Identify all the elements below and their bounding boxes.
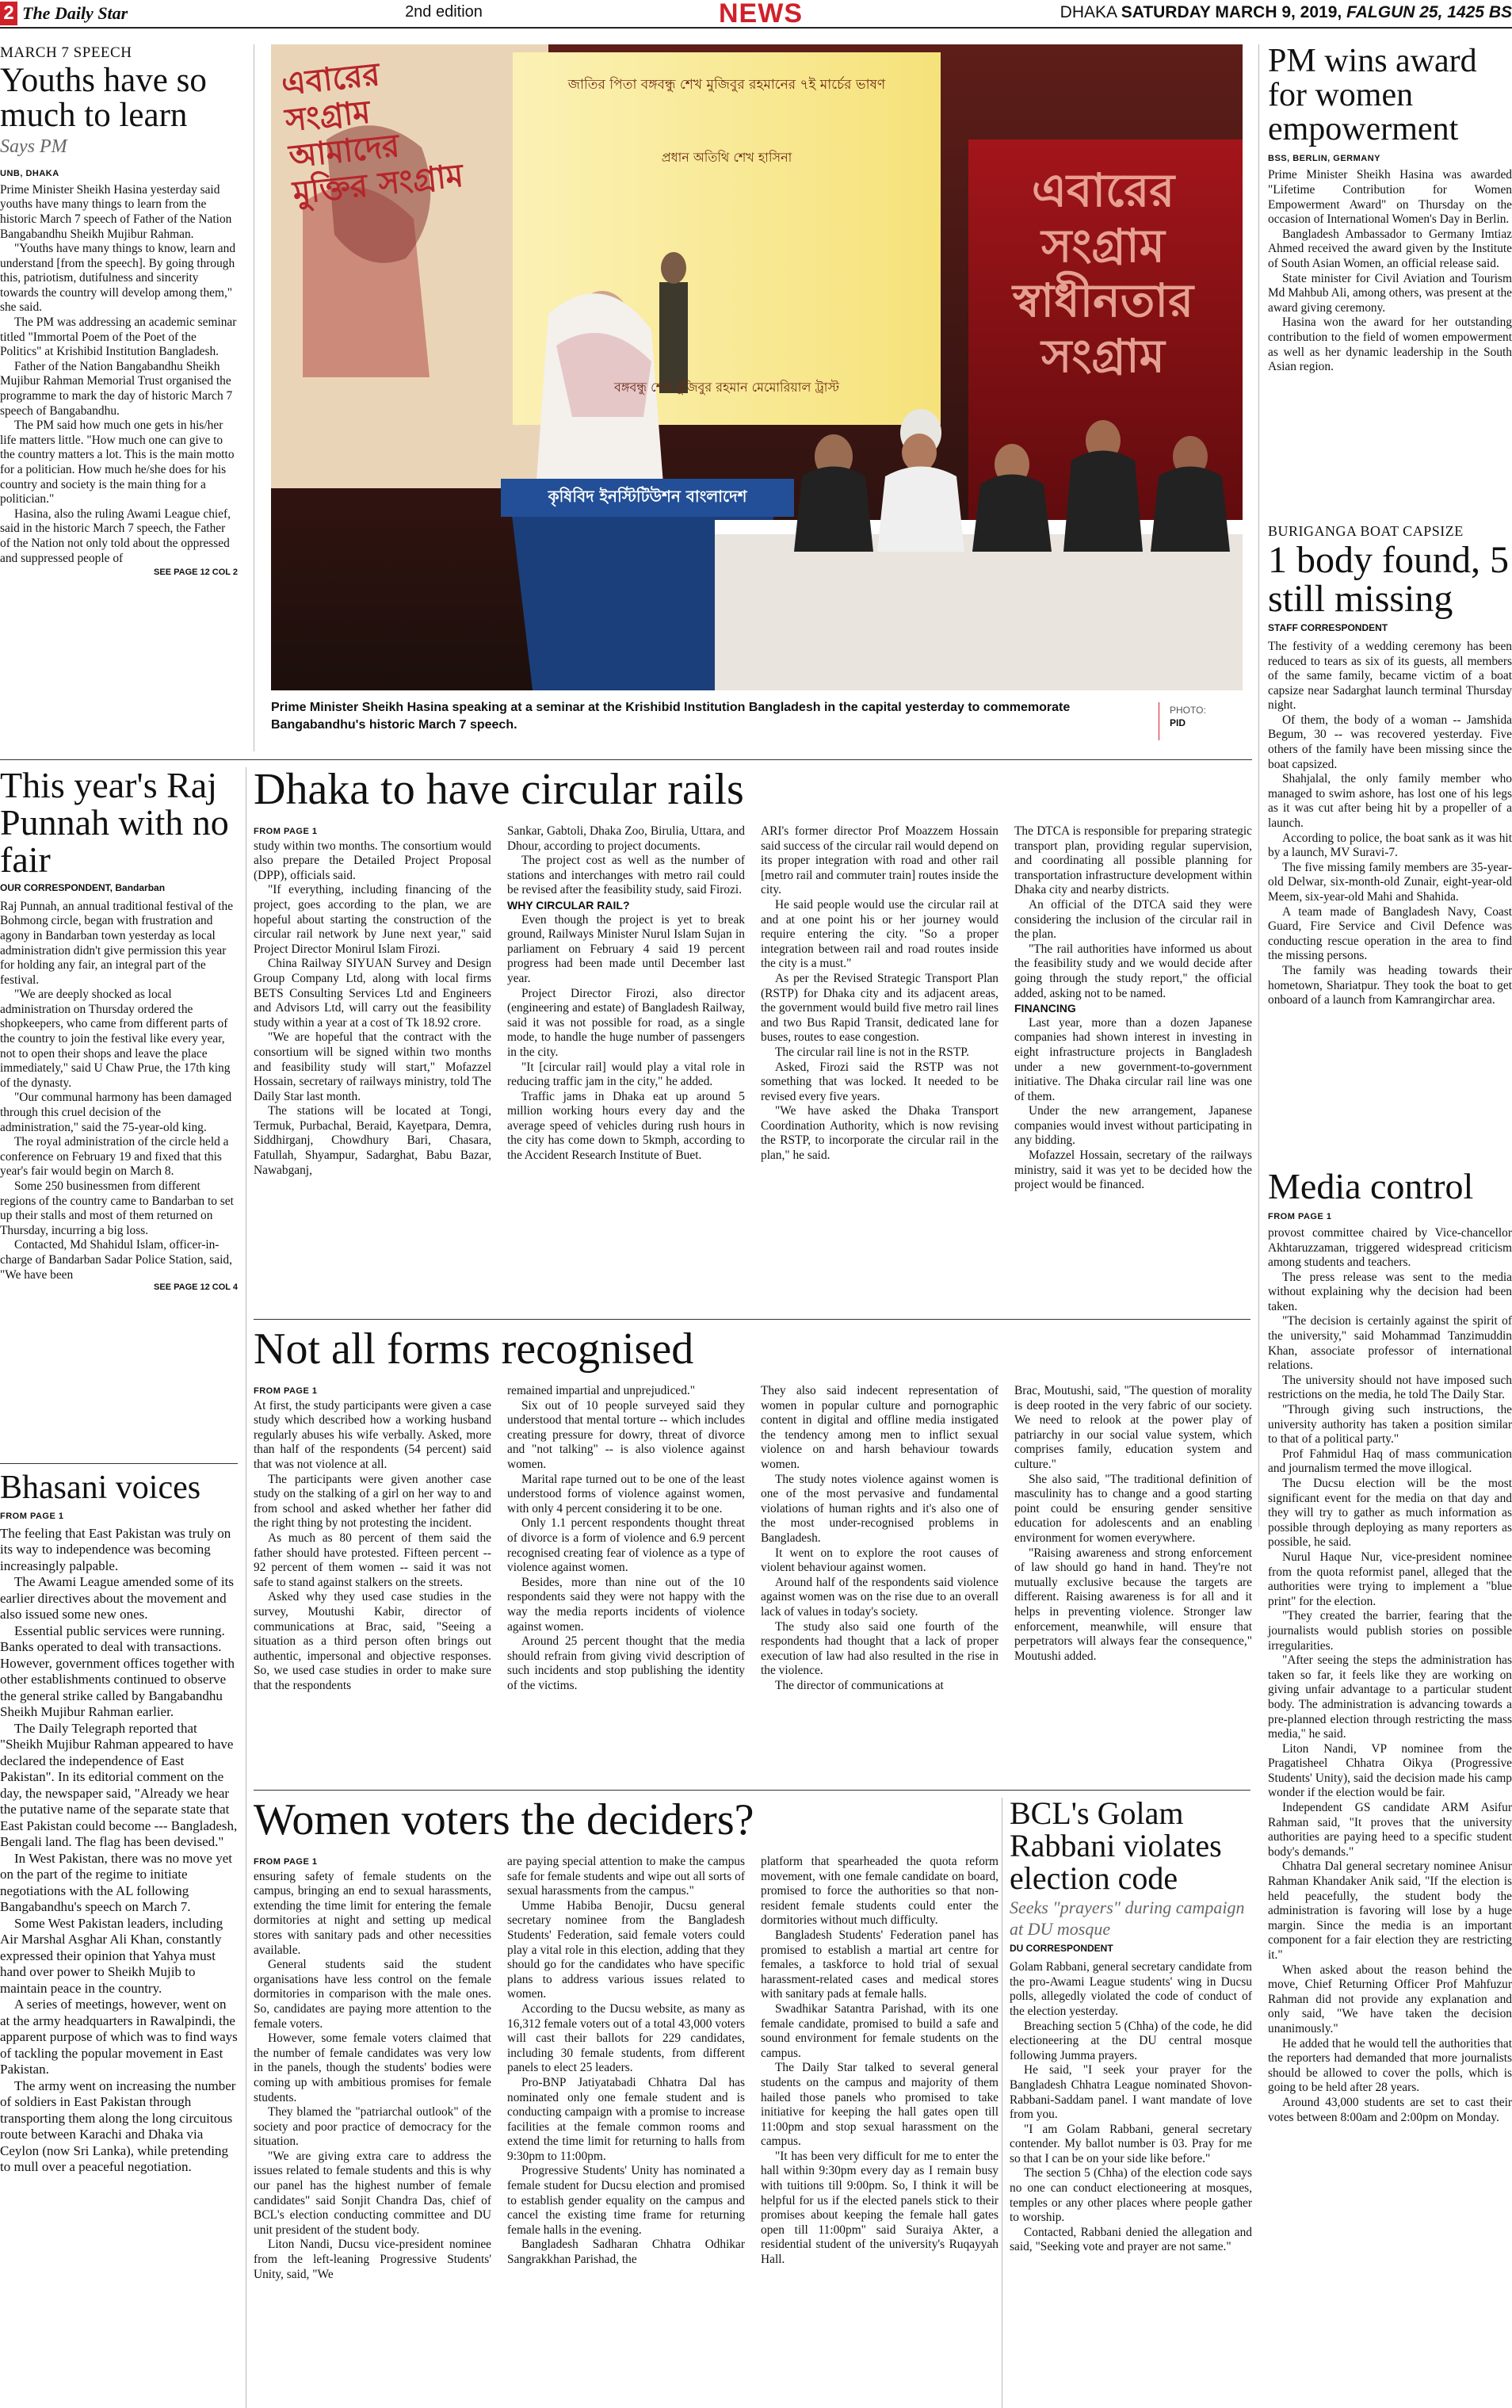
article-raj-punnah <box>0 767 238 1465</box>
kicker: BURIGANGA BOAT CAPSIZE <box>1268 523 1464 539</box>
byline: STAFF CORRESPONDENT <box>1268 621 1388 633</box>
article-column <box>507 1855 745 2408</box>
paragraph: The five missing family members are 35-year-old Delwar, six-month-old Zunair, eight-year-old Meem, six-year-old Mahi and Shahida. <box>1268 860 1512 904</box>
paragraph: Prof Fahmidul Haq of mass communication and journalism termed the move illogical. <box>1268 1447 1512 1476</box>
headline: Women voters the deciders? <box>254 1795 754 1844</box>
paragraph: Hasina, also the ruling Awami League chief, said in the historic March 7 speech, the Father of the Nation not only told about the oppressed and suppressed people of <box>0 506 231 565</box>
headline: Not all forms recognised <box>254 1324 694 1374</box>
source-line: FROM PAGE 1 <box>254 1857 318 1867</box>
paragraph: According to police, the boat sank as it was hit by a launch, MV Suravi-7. <box>1268 831 1512 860</box>
paragraph: The Awami League amended some of its earlier directives about the movement and also issued some new ones. <box>0 1574 234 1623</box>
kicker: MARCH 7 SPEECH <box>0 44 132 61</box>
paragraph: The Ducsu election will be the most significant event for the media on that day and they will try to gather as much information as possible through deploying as many reporters as possible, he said. <box>1268 1477 1512 1550</box>
paragraph: The circular rail line is not in the RSTP. <box>775 1045 969 1059</box>
article-media-control <box>1268 1168 1512 2408</box>
paragraph: They also said indecent representation of women in popular culture and pornographic content in digital and offline media instigated the tendency among men to inflict sexual violence on and harsh behaviour towards women. <box>761 1384 998 1471</box>
paragraph: As much as 80 percent of them said the father should have protested. Fifteen percent -- 92 percent of them women -- said it was not safe to stand against stalkers on the streets. <box>254 1531 491 1589</box>
article-buriganga <box>1268 523 1512 1007</box>
paragraph: He added that he would tell the authorities that the reporters had demanded that more journalists should be allowed to cover the polls, which is going to be held after 28 years. <box>1268 2036 1512 2095</box>
paragraph: The Daily Telegraph reported that "Sheikh Mujibur Rahman appeared to have declared the independence of East Pakistan". In its editorial comment on the day, the newspaper said, "Already we hear the putative name of the separate state that East Pakistan could become --- Bangladesh, Bengali land. The flag has been devised." <box>0 1720 238 1850</box>
paragraph: Liton Nandi, VP nominee from the Pragatisheel Chhatra Oikya (Progressive Students' Unity), said the decision made his camp wonder if the election would be fair. <box>1268 1741 1512 1800</box>
paragraph: Breaching section 5 (Chha) of the code, he did electioneering at the DU central mosque following Jumma prayers. <box>1010 2019 1252 2062</box>
paragraph: Six out of 10 people surveyed said they understood that mental torture -- which includes creating pressure for dowry, threat of divorce and "not talking" -- is also violence against women. <box>507 1398 745 1471</box>
columns <box>254 824 1252 1316</box>
paragraph: The press release was sent to the media without explaining why the decision had been taken. <box>1268 1270 1512 1313</box>
paragraph: "We are giving extra care to address the issues related to female students and this is why our panel has the highest number of female candidates" said Sonjit Chandra Das, chief of BCL's election conducting committee and DU unit president of the student body. <box>254 2149 491 2237</box>
paragraph: platform that spearheaded the quota reform movement, with one female candidate on board, promised to force the authorities so that non-resident female students could enter the dormitories without much difficulty. <box>761 1855 998 1928</box>
paragraph: Father of the Nation Bangabandhu Sheikh Mujibur Rahman Memorial Trust organised the programme to mark the day of historic March 7 speech of Bangabandhu. <box>0 359 233 418</box>
paragraph: Brac, Moutushi, said, "The question of morality is deep rooted in the very fabric of our society. We need to relook at the power play of patriarchy in our social value system, which comprises family, education system and culture." <box>1014 1384 1252 1471</box>
paragraph: The army went on increasing the number of soldiers in East Pakistan through transporting them along the long circuitous route between Karachi and Dhaka via Ceylon (now Sri Lanka), while pretending to mull over a peaceful negotiation. <box>0 2077 236 2175</box>
paragraph: "We are hopeful that the contract with the consortium will be signed within two months and feasibility study will start," Mofazzel Hossain, secretary of railways ministry, told The Daily Star last month. <box>254 1030 491 1103</box>
paragraph: Bangladesh Students' Federation panel has promised to establish a martial art centre for females, a taskforce to hold trial of sexual harassment-related cases and medical stores with sanitary pads at female halls. <box>761 1928 998 2001</box>
paragraph: Some 250 businessmen from different regions of the country came to Bandarban to set up their stalls and most of them returned on Thursday, incurring a big loss. <box>0 1179 234 1237</box>
headline: PM wins award for women empowerment <box>1268 43 1477 147</box>
paragraph: "After seeing the steps the administration has taken so far, it feels like they are working on giving unfair advantage to a particular student body. The administration is advancing towards a pre-planned election through restricting the mass media," he said. <box>1268 1653 1512 1741</box>
paragraph: She also said, "The traditional definition of masculinity has to change and a good starting point could be ensuring gender sensitive education for adolescents and an enabling environment for women everywhere. <box>1014 1472 1252 1545</box>
paragraph: Progressive Students' Unity has nominated a female student for Ducsu election and promised to establish gender equality on the campus and cancel the existing time frame for returning female halls in the evening. <box>507 2164 745 2237</box>
paragraph: The PM said how much one gets in his/her life matters little. "How much one can give to the country matters a lot. This is the main motto for a politician. How much he/she does for his country and society is the main thing for a politician." <box>0 419 235 506</box>
screen-speaker-text: প্রধান অতিথি শেখ হাসিনা <box>661 150 792 165</box>
paragraph: The study also said one fourth of the respondents had thought that a lack of proper execution of law had also resulted in the rise in the violence. <box>761 1619 998 1678</box>
paragraph: The feeling that East Pakistan was truly on its way to independence was becoming increasingly palpable. <box>0 1525 231 1573</box>
paragraph: Shahjalal, the only family member who managed to swim ashore, has lost one of his legs as it was cut after being hit by a propeller of a launch. <box>1268 772 1512 831</box>
paragraph: Contacted, Rabbani denied the allegation and said, "Seeking vote and prayer are not same." <box>1010 2225 1252 2254</box>
paragraph: Bangladesh Ambassador to Germany Imtiaz Ahmed received the award given by the Institute of South Asian Women, an official release said. <box>1268 227 1512 271</box>
columns <box>254 1384 1252 1780</box>
paragraph: are paying special attention to make the campus safe for female students and wipe out all sorts of sexual harassments from the campus." <box>507 1855 745 1898</box>
paragraph: Of them, the body of a woman -- Jamshida Begum, 30 -- was recovered yesterday. Five others of the family have been missing since the boat capsized. <box>1268 713 1512 771</box>
paragraph: "The decision is certainly against the spirit of the university," said Mohammad Tanzimuddin Khan, associate professor of international relations. <box>1268 1314 1512 1373</box>
paragraph: An official of the DTCA said they were considering the inclusion of the circular rail in the plan. <box>1014 897 1252 942</box>
paragraph: The Daily Star talked to several general students on the campus and majority of them hailed those panels who promised to take initiative for keeping the hall gates open till 11:00pm and stop sexual harassment on the campus. <box>761 2061 998 2149</box>
article-column <box>507 1384 745 1780</box>
paragraph: Under the new arrangement, Japanese companies would invest without participating in any bidding. <box>1014 1104 1252 1148</box>
paragraph: They blamed the "patriarchal outlook" of the society and poor practice of democracy for the situation. <box>254 2105 491 2149</box>
article-youths <box>0 44 238 758</box>
paragraph: The PM was addressing an academic seminar titled "Immortal Poem of the Poet of the Politics" at Krishibid Institution Bangladesh. <box>0 315 237 359</box>
paragraph: remained impartial and unprejudiced." <box>507 1384 696 1397</box>
paragraph: Around 43,000 students are set to cast their votes between 8:00am and 2:00pm on Monday. <box>1268 2095 1512 2124</box>
article-body <box>0 183 238 566</box>
masthead <box>0 0 1512 29</box>
dateline-date: SATURDAY MARCH 9, 2019, <box>1121 3 1342 21</box>
article-golam-rabbani <box>1010 1795 1252 2408</box>
headline: BCL's Golam Rabbani violates election code <box>1010 1795 1222 1896</box>
paragraph: Marital rape turned out to be one of the least understood forms of violence against women, with only 4 percent considering it to be one. <box>507 1472 745 1516</box>
page-number: 2 <box>0 2 17 25</box>
article-forms <box>254 1324 1252 1787</box>
screen-title-text: জাতির পিতা বঙ্গবন্ধু শেখ মুজিবুর রহমানের ৭ই মার্চের ভাষণ <box>567 77 886 93</box>
paragraph: According to the Ducsu website, as many as 16,312 female voters out of a total 43,000 voters will cast their ballots for 229 candidates, including 30 female students, from different panels to elect 25 leaders. <box>507 2001 745 2075</box>
photo-seminar <box>271 44 1243 690</box>
paragraph: Hasina won the award for her outstanding contribution to the field of women empowerment as well as her dynamic leadership in the South Asian region. <box>1268 315 1512 374</box>
paragraph: FINANCING <box>1014 1002 1076 1015</box>
paragraph: State minister for Civil Aviation and Tourism Md Mahbub Ali, among others, was present at the award giving ceremony. <box>1268 271 1512 315</box>
paragraph: "Raising awareness and strong enforcement of law should go hand in hand. They're not mutually exclusive because the targets are different. Raising awareness is for all and it helps in preventing violence. Stronger law enforcement, meanwhile, will ensure that perpetrators will always fear the consequence," Moutushi added. <box>1014 1546 1252 1663</box>
paragraph: Raj Punnah, an annual traditional festival of the Bohmong circle, began with frustration and agony in Bandarban town yesterday as local administration didn't give permission this year for holding any fair, an integral part of the festival. <box>0 899 234 987</box>
paragraph: Besides, more than nine out of the 10 respondents said they were not happy with the way the media reports incidents of violence against women. <box>507 1575 745 1634</box>
article-body <box>1268 168 1512 374</box>
paragraph: General students said the student organisations have less control on the female dormitories in comparison with the male ones. So, candidates are paying more attention to the female voters. <box>254 1958 491 2031</box>
banner-right-text: এবারের সংগ্রাম স্বাধীনতার সংগ্রাম <box>1012 163 1194 383</box>
paragraph: Contacted, Md Shahidul Islam, officer-in-charge of Bandarban Sadar Police Station, said, "We have been <box>0 1238 232 1282</box>
paragraph: ARI's former director Prof Moazzem Hossain said success of the circular rail would depend on its proper integration with road and other rail [metro rail and commuter train] routes inside the city. <box>761 824 998 897</box>
article-column <box>761 1384 998 1780</box>
paragraph: The family was heading towards their hometown, Shariatpur. They took the boat to get onboard of a launch from Kamrangirchar area. <box>1268 963 1512 1007</box>
paragraph: As per the Revised Strategic Transport Plan (RSTP) for Dhaka city and its adjacent areas, the government would build five metro rail lines and two Bus Rapid Transit, dedicated lane for buses, routes to ease congestion. <box>761 971 998 1045</box>
paragraph: "Youths have many things to know, learn and understand [from the speech]. By going through this, patriotism, dutifulness and sincerity towards the country will develop among them," she said. <box>0 242 236 315</box>
article-circular-rails <box>254 767 1252 1322</box>
source-line: BSS, BERLIN, GERMANY <box>1268 154 1381 164</box>
paragraph: The director of communications at <box>775 1678 944 1692</box>
paragraph: He said people would use the circular rail at and at one point his or her journey would require entering the city. "So a proper integration between rail and road routes inside the city is a must." <box>761 897 998 971</box>
continued-line: SEE PAGE 12 COL 2 <box>154 568 238 578</box>
paragraph: "We have asked the Dhaka Transport Coordination Authority, which is now revising the RSTP, to incorporate the circular rail in the plan," he said. <box>761 1104 998 1163</box>
paragraph: Around 25 percent thought that the media should refrain from giving vivid description of such incidents and stop publishing the identity of the victims. <box>507 1634 745 1692</box>
paragraph: Liton Nandi, Ducsu vice-president nominee from the left-leaning Progressive Students' Unity, said, "We <box>254 2238 491 2281</box>
paragraph: "It has been very difficult for me to enter the hall within 9:30pm every day as I remain busy with tuitions till 9:00pm. So, I think it will be helpful for us if the elected panels stick to their promises about keeping the female hall gates open till 11:00pm" said Suraiya Akter, a residential student of the university's Ruqayyah Hall. <box>761 2149 998 2267</box>
article-pm-award <box>1268 44 1512 520</box>
paragraph: The study notes violence against women is one of the most pervasive and fundamental violations of human rights and it's also one of the most under-recognised problems in Bangladesh. <box>761 1472 998 1545</box>
paragraph: Nurul Haque Nur, vice-president nominee from the quota reformist panel, alleged that the authorities were trying to implement a "blue print" for the election. <box>1268 1550 1512 1608</box>
source-line: UNB, DHAKA <box>0 168 59 178</box>
dateline-bangla: FALGUN 25, 1425 BS <box>1346 3 1512 21</box>
paragraph: Golam Rabbani, general secretary candidate from the pro-Awami League students' wing in Ducsu polls, allegedly violated the code of conduct of the election yesterday. <box>1010 1960 1252 2018</box>
paragraph: "The rail authorities have informed us about the feasibility study and we would decide after going through the study report," the official added, asking not to be named. <box>1014 942 1252 1000</box>
article-body <box>1010 1960 1252 2255</box>
paragraph: study within two months. The consortium would also prepare the Detailed Project Proposal (DPP), officials said. <box>254 839 491 882</box>
article-bhasani <box>0 1471 238 2408</box>
paragraph: Independent GS candidate ARM Asifur Rahman said, "It proves that the university authorities are paying heed to a specific student body's demands." <box>1268 1801 1512 1859</box>
headline: This year's Raj Punnah with no fair <box>0 765 229 880</box>
paragraph: In West Pakistan, there was no move yet on the part of the regime to initiate negotiations with the AL following Bangabandhu's speech on March 7. <box>0 1850 232 1915</box>
screen-footer-text: বঙ্গবন্ধু শেখ মুজিবুর রহমান মেমোরিয়াল ট্রাস্ট <box>614 380 839 395</box>
paragraph: The festivity of a wedding ceremony has been reduced to tears as six of its guests, all members of the same family, became victim of a boat capsize near Sadarghat launch terminal Thursday night. <box>1268 639 1512 713</box>
headline: Bhasani voices <box>0 1470 201 1506</box>
paragraph: At first, the study participants were given a case study which described how a working husband regularly abuses his wife verbally. Asked, more than half of the respondents (54 percent) said that was not violence at all. <box>254 1398 491 1471</box>
article-column <box>254 1384 491 1780</box>
dek: Seeks "prayers" during campaign at DU mosque <box>1010 1898 1245 1939</box>
paragraph: Bangladesh Sadharan Chhatra Odhikar Sangrakkhan Parishad, the <box>507 2238 745 2267</box>
headline: Dhaka to have circular rails <box>254 765 744 814</box>
paragraph: "Our communal harmony has been damaged through this cruel decision of the administration," said the 75-year-old king. <box>0 1091 232 1134</box>
dateline-city: DHAKA <box>1060 3 1117 21</box>
paragraph: He said, "I seek your prayer for the Bangladesh Chhatra League nominated Shovon-Rabbani-Saddam panel. I want mandate of love from you. <box>1010 2063 1252 2122</box>
paragraph: Prime Minister Sheikh Hasina yesterday said youths have many things to learn from the historic March 7 speech of Father of the Nation Bangabandhu Sheikh Mujibur Rahman. <box>0 182 232 241</box>
paragraph: A team made of Bangladesh Navy, Coast Guard, Fire Service and Civil Defence was conducting rescue operation in the area to find the missing persons. <box>1268 904 1512 963</box>
article-women-voters <box>254 1795 998 2408</box>
paragraph: Mofazzel Hossain, secretary of the railways ministry, said it was yet to be decided how the project would be financed. <box>1014 1149 1252 1192</box>
continued-line: SEE PAGE 12 COL 4 <box>154 1282 238 1293</box>
paragraph: WHY CIRCULAR RAIL? <box>507 898 630 912</box>
source-line: FROM PAGE 1 <box>1268 1211 1332 1221</box>
paragraph: Asked why they used case studies in the survey, Moutushi Kabir, director of communications at Brac, said, "Seeing a situation as a third person often brings out authentic, impersonal and objective responses. So, we used case studies in order to make sure that the respondents <box>254 1590 491 1692</box>
dateline <box>1022 3 1512 22</box>
paragraph: The stations will be located at Tongi, Termuk, Purbachal, Beraid, Kayetpara, Demra, Siddhirganj, Chowdhury Bari, Chasara, Fatullah, Shyampur, Sadarghat, Babu Bazar, Nawabganj, <box>254 1104 491 1177</box>
paragraph: Around half of the respondents said violence against women was on the rise due to an overall lack of values in today's society. <box>761 1575 998 1619</box>
paragraph: ensuring safety of female students on the campus, bringing an end to sexual harassments, extending the time limit for entering the female dormitories at night and setting up medical stores with sanitary pads and other necessities available. <box>254 1869 491 1957</box>
paragraph: Some West Pakistan leaders, including Air Marshal Asghar Ali Khan, constantly expressed their opinion that Yahya must hand over power to Sheikh Mujib to maintain peace in the country. <box>0 1915 223 1996</box>
article-column <box>761 1855 998 2408</box>
paragraph: A series of meetings, however, went on at the army headquarters in Rawalpindi, the apparent purpose of which was to find ways of tackling the popular movement in East Pakistan. <box>0 1997 238 2077</box>
paragraph: "If everything, including financing of the project, goes according to the plan, we are hopeful about starting the construction of the circular rail network by June next year," said Project Director Monirul Islam Firozi. <box>254 883 491 956</box>
paragraph: Umme Habiba Benojir, Ducsu general secretary nominee from the Bangladesh Students' Federation, said female voters could play a vital role in this election, adding that they should go for the candidates who have specific plans to address various issues related to women. <box>507 1898 745 2001</box>
paragraph: Last year, more than a dozen Japanese companies had shown interest in investing in eight infrastructure projects in Bangladesh under a new government-to-government initiative. The Dhaka circular rail line was one of them. <box>1014 1015 1252 1103</box>
article-column <box>254 1855 491 2408</box>
byline: OUR CORRESPONDENT, Bandarban <box>0 881 166 893</box>
paragraph: Only 1.1 percent respondents thought threat of divorce is a form of violence and 6.9 percent recognised creating fear of violence as a type of violence against women. <box>507 1516 745 1575</box>
paragraph: However, some female voters claimed that the number of female candidates was very low in the panels, though the students' bodies were coming up with ambitious promises for female students. <box>254 2032 491 2104</box>
headline: 1 body found, 5 still missing <box>1268 539 1509 620</box>
paragraph: Project Director Firozi, also director (engineering and estate) of Bangladesh Railway, said it was not possible for road, as a single mode, to handle the huge number of passengers in the city. <box>507 986 745 1059</box>
podium-text: কৃষিবিদ ইনস্টিটিউশন বাংলাদেশ <box>548 487 747 506</box>
paragraph: "It [circular rail] would play a vital role in reducing traffic jam in the city," he added. <box>507 1060 745 1089</box>
banner-left-text: এবারের সংগ্রাম আমাদের মুক্তির সংগ্রাম <box>279 56 465 212</box>
photo-credit: PHOTO: PID <box>1170 705 1206 728</box>
paragraph: When asked about the reason behind the move, Chief Returning Officer Prof Mahfuzur Rahman did not provide any explanation and only said, "We have taken the decision unanimously." <box>1268 1963 1512 2035</box>
paragraph: Chhatra Dal general secretary nominee Anisur Rahman Khandaker Anik said, "If the election is held peacefully, the student body the administration is favoring will lose by a huge margin. Since the media is an important component for a fair election they are restricting it." <box>1268 1860 1512 1962</box>
paragraph: Traffic jams in Dhaka eat up around 5 million working hours every day and the average speed of vehicles during rush hours in the city has come down to 5kmph, according to the Accident Research Institute of Buet. <box>507 1089 745 1163</box>
paragraph: It went on to explore the root causes of violent behaviour against women. <box>761 1546 998 1575</box>
article-column <box>254 824 491 1316</box>
paper-name: The Daily Star <box>22 3 128 23</box>
paragraph: Essential public services were running. Banks operated to deal with transactions. However, government offices together with other establishments continued to observe the general strike called by Bangabandhu Sheikh Mujibur Rahman earlier. <box>0 1623 235 1720</box>
section-label: NEWS <box>719 0 803 29</box>
paragraph: The university should not have imposed such restrictions on the media, he told The Daily Star. <box>1268 1373 1512 1402</box>
article-body <box>0 900 238 1282</box>
photo-caption: Prime Minister Sheikh Hasina speaking at a seminar at the Krishibid Institution Bangladesh in the capital yesterday to commemorate Bangabandhu's historic March 7 speech. <box>271 701 1071 732</box>
paragraph: The project cost as well as the number of stations and interchanges with metro rail could be revised after the feasibility study, said Firozi. <box>507 854 745 897</box>
headline: Youths have so much to learn <box>0 62 207 134</box>
byline: DU CORRESPONDENT <box>1010 1943 1113 1955</box>
article-column <box>761 824 998 1316</box>
columns <box>254 1855 998 2408</box>
paragraph: The section 5 (Chha) of the election code says no one can conduct electioneering at mosques, temples or any other places where people gather to worship. <box>1010 2166 1252 2225</box>
paragraph: "They created the barrier, fearing that the journalists would publish stories on possible irregularities. <box>1268 1609 1512 1653</box>
article-column <box>1014 824 1252 1316</box>
paragraph: China Railway SIYUAN Survey and Design Group Company Ltd, along with local firms BETS Consulting Services Ltd and Engineers and Advisors Ltd, will carry out the feasibility study within a year at a cost of Tk 18.92 crore. <box>254 957 491 1030</box>
paragraph: "Through giving such instructions, the university authority has taken a position similar to that of a political party." <box>1268 1403 1512 1447</box>
paragraph: Prime Minister Sheikh Hasina was awarded "Lifetime Contribution for Women Empowerment Award" on Thursday on the occasion of International Women's Day in Berlin. <box>1268 168 1512 227</box>
article-body <box>1268 640 1512 1008</box>
headline: Media control <box>1268 1166 1474 1206</box>
article-body <box>0 1526 238 2176</box>
source-line: FROM PAGE 1 <box>254 827 318 836</box>
article-column <box>1014 1384 1252 1780</box>
paragraph: Asked, Firozi said the RSTP was not something that was locked. It needed to be revised every five years. <box>761 1060 998 1103</box>
paragraph: The participants were given another case study on the stalking of a girl on her way to and from school and asked whether her father did the right thing by not protesting the incident. <box>254 1472 491 1531</box>
source-line: FROM PAGE 1 <box>0 1511 64 1521</box>
edition-label: 2nd edition <box>405 3 483 21</box>
paragraph: Swadhikar Satantra Parishad, with its one female candidate, promised to build a safe and sound environment for female students on the campus. <box>761 2001 998 2060</box>
article-body <box>1268 1226 1512 2125</box>
paragraph: Sankar, Gabtoli, Dhaka Zoo, Birulia, Uttara, and Dhour, according to project documents. <box>507 824 745 853</box>
paragraph: "We are deeply shocked as local administration on Thursday ordered the shopkeepers, who came from different parts of the country to join the festival like every year, not to open their shops and leave the place immediately," said U Chaw Prue, the 17th king of the dynasty. <box>0 988 231 1090</box>
dek: Says PM <box>0 136 67 157</box>
paragraph: The royal administration of the circle held a conference on February 19 and fixed that this year's fair would begin on March 8. <box>0 1135 229 1179</box>
source-line: FROM PAGE 1 <box>254 1386 318 1396</box>
paragraph: Even though the project is yet to break ground, Railways Minister Nurul Islam Sujan in parliament on February 4 said 19 percent progress had been made until December last year. <box>507 912 745 985</box>
paragraph: provost committee chaired by Vice-chancellor Akhtaruzzaman, triggered widespread criticism among students and teachers. <box>1268 1225 1512 1270</box>
paragraph: The DTCA is responsible for preparing strategic transport plan, providing regular supervision, and coordinating all possible planning for transportation infrastructure development within Dhaka city and nearby districts. <box>1014 824 1252 897</box>
paragraph: "I am Golam Rabbani, general secretary contender. My ballot number is 03. Pray for me so that I can be on your side like before." <box>1010 2122 1252 2165</box>
paragraph: Pro-BNP Jatiyatabadi Chhatra Dal has nominated only one female student and is conducting campaign with a promise to increase facilities at the female common rooms and extend the time limit for returning to halls from 9:30pm to 11:00pm. <box>507 2075 745 2163</box>
article-column <box>507 824 745 1316</box>
